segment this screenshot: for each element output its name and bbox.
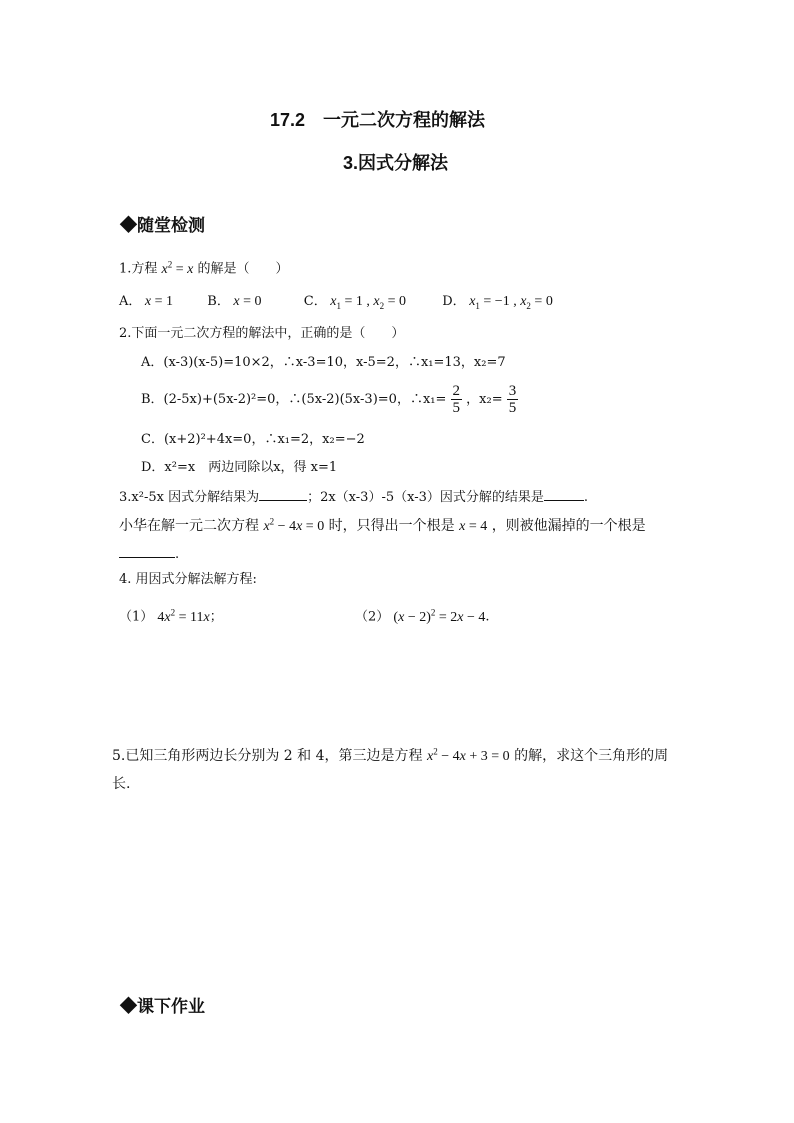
q1-option-c: C． $x_1 = 1$ , $x_2 = 0$	[303, 294, 406, 311]
q3-blank-3	[119, 545, 175, 558]
q2-b-text-mid: ，x₂=	[466, 392, 503, 407]
q1-prefix: 1.方程	[119, 261, 158, 277]
q2-b-fraction-1: $\frac{2}{5}$	[452, 383, 461, 416]
question-2-option-a: A．(x-3)(x-5)=10×2，∴x-3=10，x-5=2，∴x₁=13，x₂=7	[141, 355, 506, 370]
question-1-stem	[119, 256, 289, 278]
question-4-part-1	[119, 604, 223, 626]
section-heading-in-class: ◆随堂检测	[120, 216, 205, 235]
q4-part-2-equation: $(x - 2)^2 = 2x - 4$	[393, 607, 486, 625]
q1-equation: $x^2 = x$	[161, 259, 194, 277]
question-2-stem: 2.下面一元二次方程的解法中，正确的是（ ）	[119, 326, 405, 341]
q1-option-a: A． x = 1	[119, 294, 174, 309]
q3-period: .	[583, 490, 589, 505]
question-3-line-1	[119, 488, 588, 506]
q3-text-a: 3.x²-5x 因式分解结果为	[119, 490, 260, 505]
q4-part-1-end: ；	[209, 609, 223, 625]
page-subtitle: 3.因式分解法	[343, 153, 449, 173]
section-heading-homework: ◆课下作业	[120, 997, 205, 1016]
q3-root: x = 4	[459, 519, 488, 534]
q3-text-c: 小华在解一元二次方程	[119, 518, 259, 534]
q4-part-2-end: .	[485, 609, 490, 625]
question-5-line-1	[112, 745, 668, 765]
q3-text-d: 时，只得出一个根是	[328, 518, 455, 534]
q3-text-e: ，则被他漏掉的一个根是	[491, 518, 646, 534]
question-4-part-2	[355, 604, 490, 626]
question-4-stem: 4. 用因式分解法解方程:	[119, 572, 257, 587]
question-1-options	[119, 294, 553, 314]
question-5-line-2: 长.	[112, 776, 131, 792]
question-2-option-b	[141, 383, 518, 416]
q3-period-2: .	[175, 547, 180, 562]
question-3-line-2	[119, 515, 646, 535]
question-3-line-3	[119, 545, 179, 563]
q4-part-2-label: （2）	[355, 609, 390, 625]
q2-b-text: B．(2-5x)+(5x-2)²=0，∴(5x-2)(5x-3)=0，∴x₁=	[141, 392, 447, 407]
q3-text-b: ；2x（x-3）-5（x-3）因式分解的结果是	[307, 490, 544, 505]
page-title: 17.2 一元二次方程的解法	[270, 110, 486, 130]
q3-equation: $x^2 - 4x = 0$	[263, 516, 325, 534]
q1-option-b: B． x = 0	[207, 294, 262, 309]
q5-equation: $x^2 - 4x + 3 = 0$	[426, 746, 510, 764]
q2-b-fraction-2: $\frac{3}{5}$	[508, 383, 517, 416]
question-2-option-c: C．(x+2)²+4x=0，∴x₁=2，x₂=−2	[141, 432, 365, 447]
q1-option-d: D． $x_1 = -1$ , $x_2 = 0$	[442, 294, 553, 311]
q5-text-a: 5.已知三角形两边长分别为 2 和 4，第三边是方程	[112, 748, 423, 764]
q3-blank-1	[259, 488, 307, 501]
q1-suffix: 的解是（ ）	[197, 261, 289, 277]
q4-part-1-equation: $4x^2 = 11x$	[157, 607, 210, 625]
question-2-option-d: D．x²=x 两边同除以x，得 x=1	[141, 460, 338, 475]
q4-part-1-label: （1）	[119, 609, 154, 625]
q3-blank-2	[544, 488, 584, 501]
q5-text-b: 的解，求这个三角形的周	[514, 748, 669, 764]
